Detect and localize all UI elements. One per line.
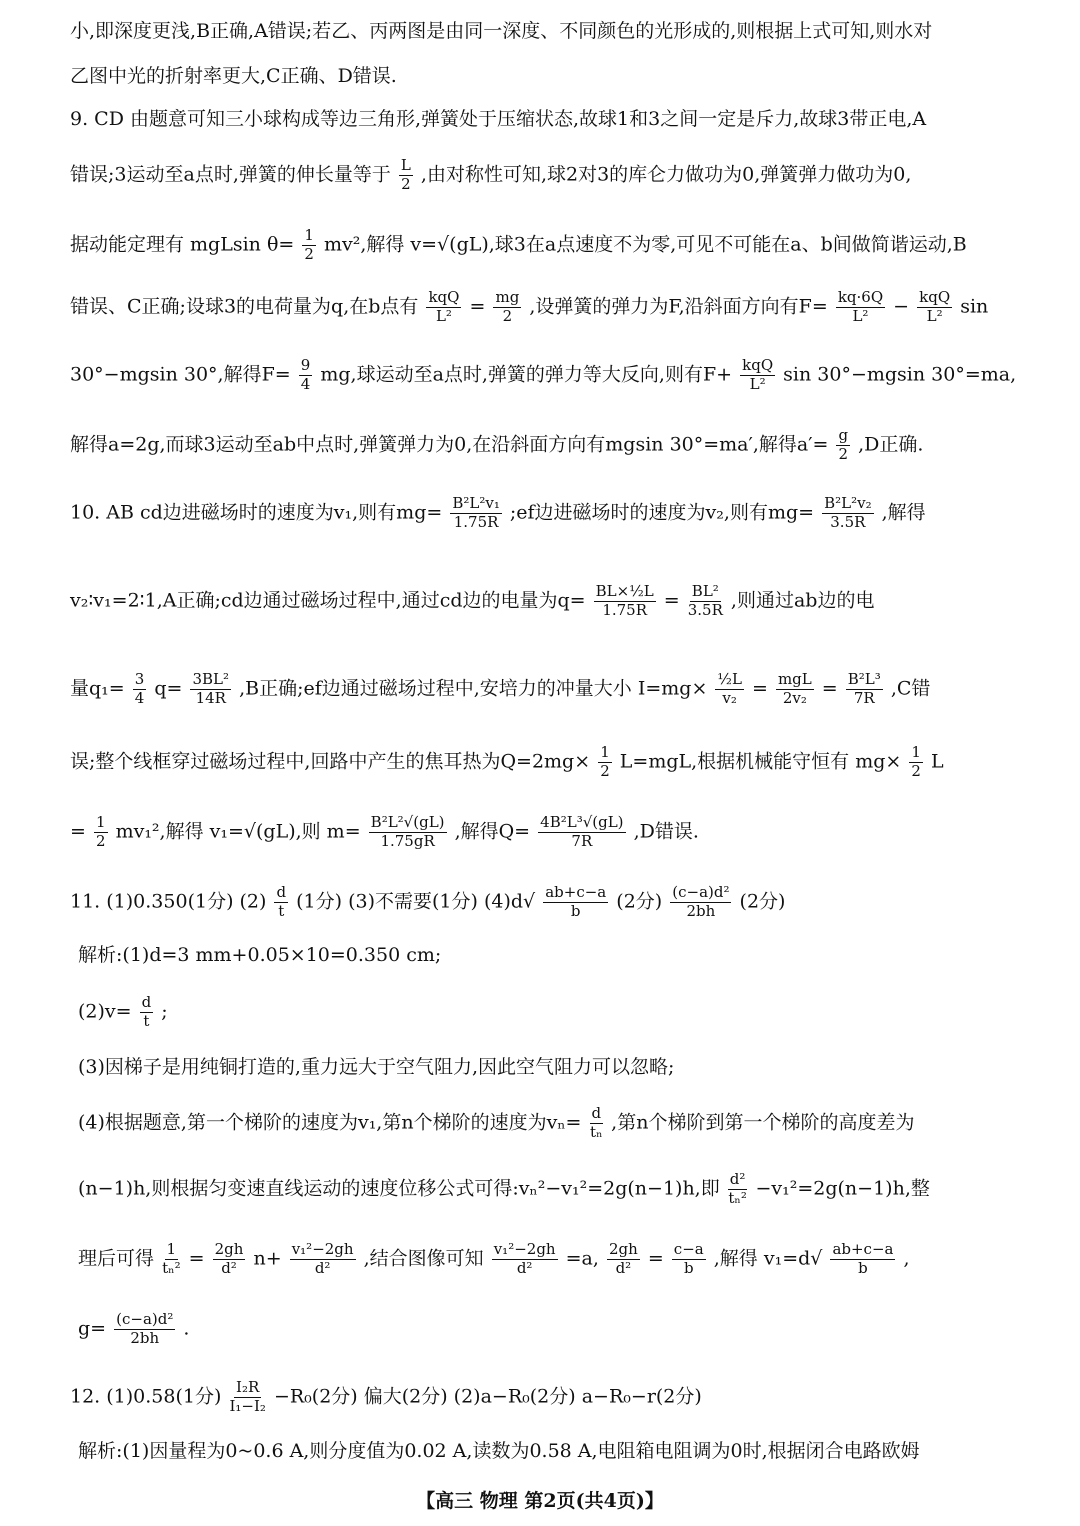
text-line: (3)因梯子是用纯铜打造的,重力远大于空气阻力,因此空气阻力可以忽略; xyxy=(78,1056,675,1078)
text-line: 错误、C正确;设球3的电荷量为q,在b点有 kqQ L² = $\frac{mg}{2}$ ,设弹簧的弹力为F,沿斜面方向有F= $\frac{kq\cdot 6Q}{\text{L²}}$ − kqQ L² sin xyxy=(70,288,989,325)
text-line: 解得a=2g,而球3运动至ab中点时,弹簧弹力为0,在沿斜面方向有mgsin 30°=ma′,解得a′= $\frac{g}{2}$ ,D正确. xyxy=(70,426,924,463)
text-line: 解析:(1)因量程为0~0.6 A,则分度值为0.02 A,读数为0.58 A,电阻箱电阻调为0时,根据闭合电路欧姆 xyxy=(78,1440,920,1462)
fraction: $\frac{ab+c-a}{b}$ xyxy=(832,1240,894,1277)
fraction: $\frac{1}{2}$ xyxy=(911,743,921,780)
text-line: 量q₁= $\frac{3}{4}$ q= $\frac{\text{3BL²}}{14R}$ ,B正确;ef边通过磁场过程中,安培力的冲量大小 I=mg× $\frac{\text{½L}}{\text{v₂}}$ = mgL 2v₂ = $\frac{\text{B²L³}}{7R}$ ,C错 xyxy=(70,670,931,707)
text-line: g= $\frac{\text{(c−a)d²}}{2bh}$ . xyxy=(78,1310,190,1347)
fraction: $\frac{c-a}{b}$ xyxy=(673,1240,704,1277)
fraction: mgL 2v₂ xyxy=(777,670,812,707)
fraction: $\frac{\text{BL²}}{3.5R}$ xyxy=(687,582,723,619)
q10-answer: 10. AB cd边进磁场时的速度为v₁,则有mg= $\frac{\text{B²L²v₁}}{1.75R}$ ;ef边进磁场时的速度为v₂,则有mg= $\frac{\text{B²L²v₂}}{3.5R}$ ,解得 xyxy=(70,494,926,531)
text-line: 误;整个线框穿过磁场过程中,回路中产生的焦耳热为Q=2mg× $\frac{1}{2}$ L=mgL,根据机械能守恒有 mg× $\frac{1}{2}$ L xyxy=(70,743,944,780)
fraction: $\frac{\text{4B²L³√(gL)}}{7R}$ xyxy=(540,813,624,850)
text-line: (2)v= $\frac{d}{t}$ ; xyxy=(78,993,168,1030)
fraction: $\frac{ab+c-a}{b}$ xyxy=(545,883,607,920)
fraction: $\frac{\text{(c−a)d²}}{2bh}$ xyxy=(116,1310,174,1347)
fraction: $\frac{1}{2}$ xyxy=(95,813,106,850)
text-line: 解析:(1)d=3 mm+0.05×10=0.350 cm; xyxy=(78,944,442,966)
fraction: $\frac{\text{B²L²v₂}}{3.5R}$ xyxy=(824,494,872,531)
text-line: 30°−mgsin 30°,解得F= $\frac{9}{4}$ mg,球运动至a点时,弹簧的弹力等大反向,则有F+ kqQ L² sin 30°−mgsin 30°=ma, xyxy=(70,356,1017,393)
fraction: $\frac{\text{v₁²−2gh}}{\text{d²}}$ xyxy=(291,1240,354,1277)
text-line: v₂∶v₁=2∶1,A正确;cd边通过磁场过程中,通过cd边的电量为q= $\frac{\text{BL×½L}}{1.75R}$ = $\frac{\text{BL²}}{3.5R}$ ,则通过ab边的电 xyxy=(70,582,875,619)
text-line: 小,即深度更浅,B正确,A错误;若乙、丙两图是由同一深度、不同颜色的光形成的,则根据上式可知,则水对 xyxy=(70,20,933,42)
fraction: $\frac{\text{v₁²−2gh}}{\text{d²}}$ xyxy=(493,1240,556,1277)
fraction: $\frac{9}{4}$ xyxy=(300,356,311,393)
fraction: $\frac{\text{I₂R}}{\text{I₁−I₂}}$ xyxy=(229,1378,266,1415)
fraction: $\frac{\text{d²}}{\text{tₙ²}}$ xyxy=(728,1170,747,1207)
fraction: $\frac{2gh}{\text{d²}}$ xyxy=(608,1240,638,1277)
text-line: 乙图中光的折射率更大,C正确、D错误. xyxy=(70,65,397,87)
text-line: 错误;3运动至a点时,弹簧的伸长量等于 $\frac{L}{2}$ ,由对称性可知,球2对3的库仑力做功为0,弹簧弹力做功为0, xyxy=(70,156,912,193)
fraction: $\frac{g}{2}$ xyxy=(838,426,849,463)
q12-answer: 12. (1)0.58(1分) $\frac{\text{I₂R}}{\text{I₁−I₂}}$ −R₀(2分) 偏大(2分) (2)a−R₀(2分) a−R₀−r(2分) xyxy=(70,1378,702,1415)
fraction: $\frac{1}{2}$ xyxy=(304,226,314,263)
text-line: = $\frac{1}{2}$ mv₁²,解得 v₁=√(gL),则 m= $\frac{\text{B²L²√(gL)}}{1.75gR}$ ,解得Q= $\frac{\text{4B²L³√(gL)}}{7R}$ ,D错误. xyxy=(70,813,699,850)
text-line: (n−1)h,则根据匀变速直线运动的速度位移公式可得:vₙ²−v₁²=2g(n−1)h,即 $\frac{\text{d²}}{\text{tₙ²}}$ −v₁²=2g(n−1)h,整 xyxy=(78,1170,930,1207)
fraction: $\frac{3}{4}$ xyxy=(134,670,145,707)
q9-answer: 9. CD 由题意可知三小球构成等边三角形,弹簧处于压缩状态,故球1和3之间一定是斥力,故球3带正电,A xyxy=(70,108,927,130)
fraction: $\frac{\text{B²L³}}{7R}$ xyxy=(847,670,881,707)
fraction: kqQ L² xyxy=(428,288,460,325)
fraction: $\frac{mg}{2}$ xyxy=(495,288,520,325)
fraction: $\frac{\text{½L}}{\text{v₂}}$ xyxy=(717,670,742,707)
fraction: $\frac{d}{t}$ xyxy=(141,993,152,1030)
fraction: $\frac{1}{\text{tₙ²}}$ xyxy=(162,1240,181,1277)
fraction: $\frac{\text{3BL²}}{14R}$ xyxy=(192,670,230,707)
fraction: $\frac{\text{B²L²√(gL)}}{1.75gR}$ xyxy=(370,813,445,850)
text-line: (4)根据题意,第一个梯阶的速度为v₁,第n个梯阶的速度为vₙ= $\frac{d}{\text{tₙ}}$ ,第n个梯阶到第一个梯阶的高度差为 xyxy=(78,1104,915,1141)
fraction: $\frac{\text{(c−a)d²}}{2bh}$ xyxy=(672,883,730,920)
fraction: $\frac{d}{\text{tₙ}}$ xyxy=(590,1104,603,1141)
fraction: $\frac{kq\cdot 6Q}{\text{L²}}$ xyxy=(837,288,884,325)
fraction: kqQ L² xyxy=(919,288,951,325)
fraction: $\frac{2gh}{\text{d²}}$ xyxy=(214,1240,244,1277)
text-line: 据动能定理有 mgLsin θ= $\frac{1}{2}$ mv²,解得 v=√(gL),球3在a点速度不为零,可见不可能在a、b间做简谐运动,B xyxy=(70,226,967,263)
fraction: kqQ L² xyxy=(742,356,774,393)
fraction: $\frac{d}{t}$ xyxy=(276,883,287,920)
page-footer: 【高三 物理 第2页(共4页)】 xyxy=(416,1490,664,1512)
fraction: $\frac{\text{B²L²v₁}}{1.75R}$ xyxy=(452,494,500,531)
fraction: $\frac{1}{2}$ xyxy=(600,743,610,780)
text-line: 理后可得 $\frac{1}{\text{tₙ²}}$ = $\frac{2gh}{\text{d²}}$ n+ $\frac{\text{v₁²−2gh}}{\text{d²}}$ ,结合图像可知 $\frac{\text{v₁²−2gh}}{\text{d²}}$ =a, $\frac{2gh}{\text{d²}}$ = $\frac{c-a}{b}$ ,解得 v₁=d√ $\frac{ab+c-a}{b}$ , xyxy=(78,1240,910,1277)
fraction: $\frac{L}{2}$ xyxy=(400,156,411,193)
q11-answer: 11. (1)0.350(1分) (2) $\frac{d}{t}$ (1分) (3)不需要(1分) (4)d√ $\frac{ab+c-a}{b}$ (2分) $\frac{\text{(c−a)d²}}{2bh}$ (2分) xyxy=(70,883,786,920)
fraction: $\frac{\text{BL×½L}}{1.75R}$ xyxy=(595,582,654,619)
